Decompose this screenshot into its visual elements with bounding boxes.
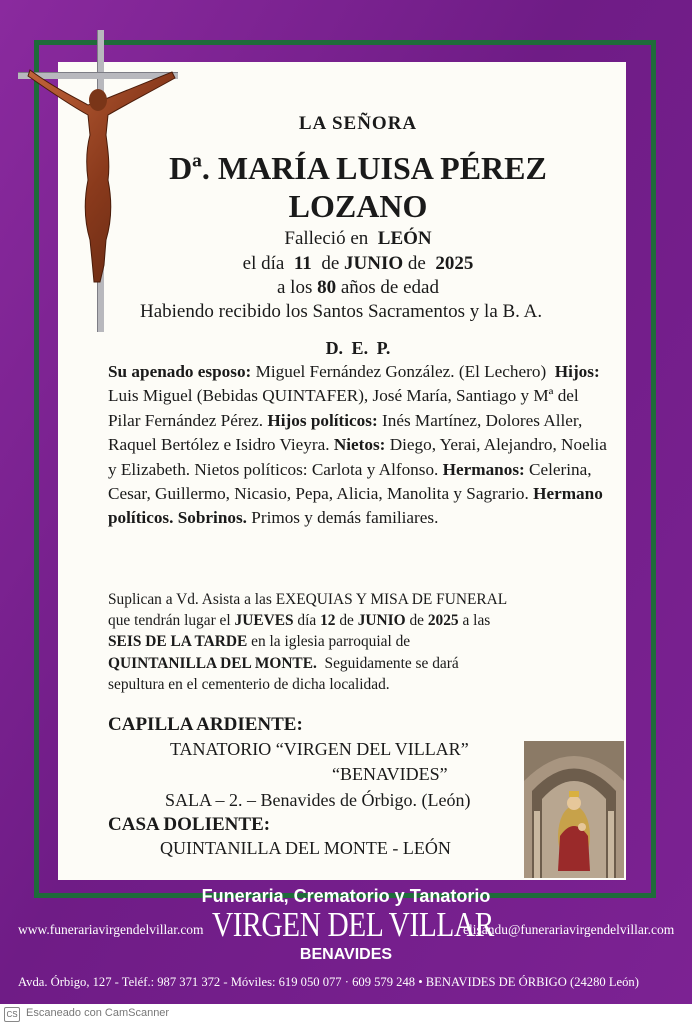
siblings-label: Hermanos: — [442, 459, 525, 479]
funeral-time: SEIS DE LA TARDE — [108, 633, 248, 651]
family-paragraph — [108, 360, 608, 531]
funeral-year: 2025 — [427, 612, 459, 630]
siblings-inlaw-label: Hermano políticos. — [108, 484, 603, 528]
funeral-place: QUINTANILLA DEL MONTE. — [108, 654, 317, 672]
death-year: 2025 — [435, 253, 474, 274]
date-prefix: el día — [242, 253, 285, 274]
siblings-text: Celerina, Cesar, Guillermo, Nicasio, Pepa, Alicia, Manolita y Sagrario. — [108, 459, 592, 504]
children-text: Luis Miguel (Bebidas QUINTAFER), José María, Santiago y Mª del Pilar Fernández Pérez. — [108, 386, 579, 430]
death-month: JUNIO — [344, 253, 404, 274]
age-value: 80 — [317, 277, 337, 298]
spouse-label: Su apenado esposo: — [108, 362, 252, 381]
age-line — [58, 277, 658, 299]
funeral-line-5: sepultura en el cementerio de dicha localidad. — [108, 675, 390, 693]
sacraments-line: Habiendo recibido los Santos Sacramentos y la B. A. — [140, 301, 543, 322]
death-day: 11 — [293, 253, 312, 274]
funeral-paragraph — [108, 589, 608, 695]
date-of: de — [321, 253, 340, 274]
funeral-text-3: en la iglesia parroquial de — [251, 633, 411, 651]
camscanner-icon: CS — [4, 1007, 20, 1022]
scanner-bar — [0, 1004, 692, 1024]
deceased-name-line2: LOZANO — [288, 188, 428, 224]
children-label: Hijos: — [554, 362, 600, 381]
funeral-line-1: Suplican a Vd. Asista a las EXEQUIAS Y MISA DE FUNERAL — [108, 591, 508, 608]
funeral-weekday: JUEVES — [234, 612, 294, 630]
age-prefix: a los — [277, 277, 313, 298]
address-line: Avda. Órbigo, 127 - Teléf.: 987 371 372 - Móviles: 619 050 077 · 609 579 248 • BENAVIDES DE ÓRBIGO (24280 León) — [18, 975, 639, 989]
nephews-text: Primos y demás familiares. — [251, 508, 439, 528]
date-of-2: de — [407, 253, 426, 274]
website-link[interactable]: www.funerariavirgendelvillar.com — [18, 922, 204, 937]
deceased-name-line1: Dª. MARÍA LUISA PÉREZ — [169, 150, 547, 186]
chapel-label: CAPILLA ARDIENTE: — [108, 714, 303, 735]
died-place: LEÓN — [377, 228, 432, 249]
house-address: QUINTANILLA DEL MONTE - LEÓN — [160, 838, 451, 858]
inlaws-text: Inés Martínez, Dolores Aller, Raquel Bertólez e Isidro Vieyra. — [108, 410, 583, 455]
email-link[interactable]: elisandu@funerariavirgendelvillar.com — [463, 922, 675, 937]
services-line: Funeraria, Crematorio y Tanatorio — [201, 886, 491, 906]
chapel-line-2: “BENAVIDES” — [332, 764, 448, 784]
nephews-label: Sobrinos. — [177, 508, 247, 528]
death-date-line — [58, 253, 658, 275]
grandchildren-text: Diego, Yerai, Alejandro, Noelia y Elizabeth. Nietos políticos: Carlota y Alfonso. — [108, 435, 607, 479]
rip-line: D. E. P. — [325, 338, 391, 358]
died-prefix: Falleció en — [284, 228, 369, 249]
virgin-statue-image — [524, 741, 624, 878]
funeral-text-e: a las — [462, 612, 491, 630]
funeral-text-b: día — [297, 612, 317, 630]
house-label: CASA DOLIENTE: — [108, 814, 271, 835]
funeral-text-c: de — [339, 612, 354, 630]
grandchildren-label: Nietos: — [333, 435, 386, 455]
inlaws-label: Hijos políticos: — [267, 410, 378, 430]
funeral-line-4 — [108, 653, 608, 674]
brand-logo: VIRGEN DEL VILLAR — [212, 905, 494, 944]
funeral-month: JUNIO — [357, 612, 406, 630]
scanner-text: Escaneado con CamScanner — [26, 1007, 170, 1019]
age-suffix: años de edad — [340, 277, 439, 298]
funeral-line-2 — [108, 610, 608, 631]
title-line: LA SEÑORA — [298, 113, 418, 134]
town-line: BENAVIDES — [299, 946, 393, 963]
funeral-text-4: Seguidamente se dará — [324, 654, 459, 672]
spouse-text: Miguel Fernández González. (El Lechero) — [255, 362, 547, 381]
death-place-line — [58, 228, 658, 250]
chapel-line-1: TANATORIO “VIRGEN DEL VILLAR” — [170, 739, 469, 759]
funeral-text-a: que tendrán lugar el — [108, 612, 231, 630]
funeral-text-d: de — [409, 612, 424, 630]
chapel-line-3: SALA – 2. – Benavides de Órbigo. (León) — [165, 790, 471, 810]
funeral-day: 12 — [320, 612, 336, 630]
funeral-line-3 — [108, 631, 608, 652]
